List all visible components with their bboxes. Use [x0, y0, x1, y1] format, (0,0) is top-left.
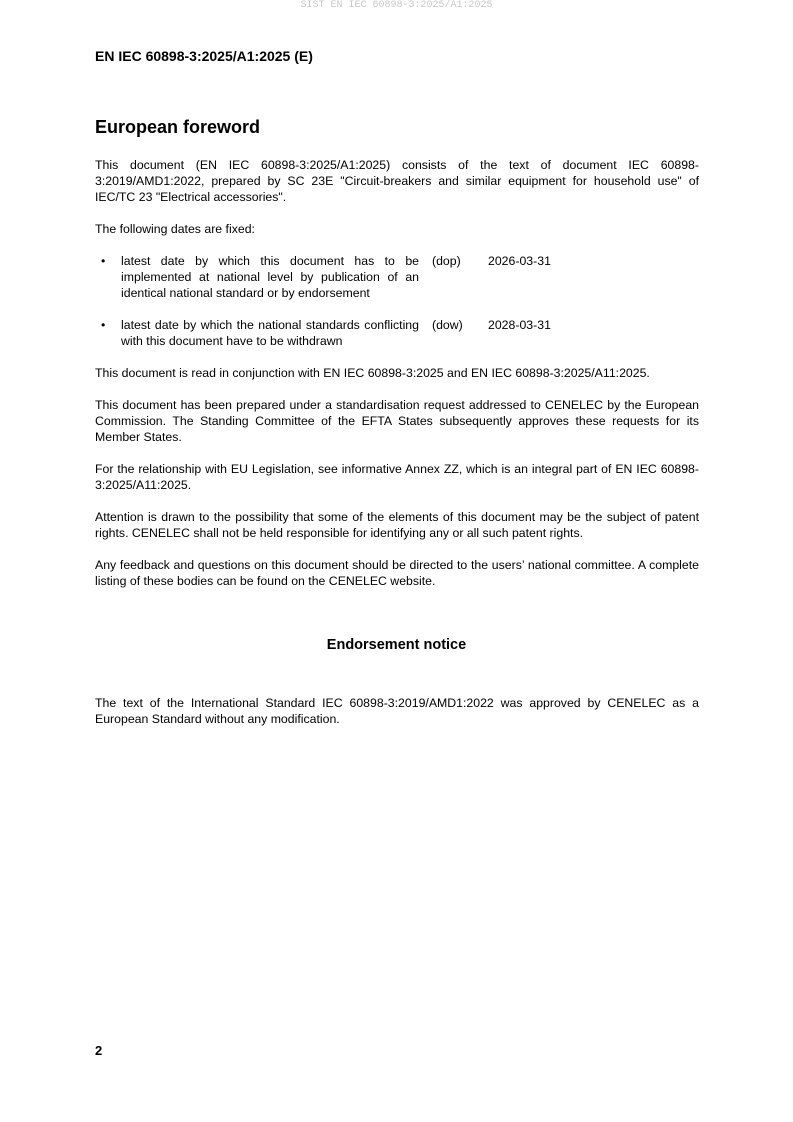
date-value: 2028-03-31	[488, 318, 551, 332]
paragraph-standardisation-request: This document has been prepared under a standardisation request addressed to CENELEC by the European Commission. The Standing Committee of the EFTA States subsequently approves these requests for its Member States.	[95, 398, 699, 444]
foreword-intro: This document (EN IEC 60898-3:2025/A1:2025) consists of the text of document IEC 60898-3:2019/AMD1:2022, prepared by SC 23E "Circuit-breakers and similar equipment for household use" of IEC/TC 23 "Electrical accessories".	[95, 158, 699, 204]
paragraph-eu-legislation: For the relationship with EU Legislation, see informative Annex ZZ, which is an integral part of EN IEC 60898-3:2025/A11:2025.	[95, 462, 699, 492]
document-id-header: EN IEC 60898-3:2025/A1:2025 (E)	[95, 48, 313, 64]
date-row-dop	[95, 253, 699, 301]
paragraph-conjunction: This document is read in conjunction with EN IEC 60898-3:2025 and EN IEC 60898-3:2025/A11:2025.	[95, 366, 650, 380]
foreword-title: European foreword	[95, 117, 261, 137]
date-row-dow	[95, 317, 699, 349]
paragraph-feedback: Any feedback and questions on this document should be directed to the users’ national committee. A complete listing of these bodies can be found on the CENELEC website.	[95, 558, 699, 588]
dates-intro: The following dates are fixed:	[95, 222, 255, 236]
endorsement-text: The text of the International Standard IEC 60898-3:2019/AMD1:2022 was approved by CENELEC as a European Standard without any modification.	[95, 696, 699, 726]
date-value: 2026-03-31	[488, 254, 551, 268]
page-number: 2	[95, 1043, 103, 1058]
paragraph-patent-rights: Attention is drawn to the possibility that some of the elements of this document may be the subject of patent rights. CENELEC shall not be held responsible for identifying any or all such patent rights.	[95, 510, 699, 540]
date-description: latest date by which this document has to be implemented at national level by publication of an identical national standard or by endorsement	[121, 254, 419, 300]
bullet-icon: •	[101, 254, 106, 268]
bullet-icon: •	[101, 318, 106, 332]
foreword-body	[95, 157, 699, 605]
watermark: SIST EN IEC 60898-3:2025/A1:2025	[300, 0, 493, 11]
endorsement-title: Endorsement notice	[326, 637, 467, 653]
date-description: latest date by which the national standards conflicting with this document have to be withdrawn	[121, 318, 419, 348]
date-code: (dow)	[432, 318, 463, 332]
date-code: (dop)	[432, 254, 461, 268]
